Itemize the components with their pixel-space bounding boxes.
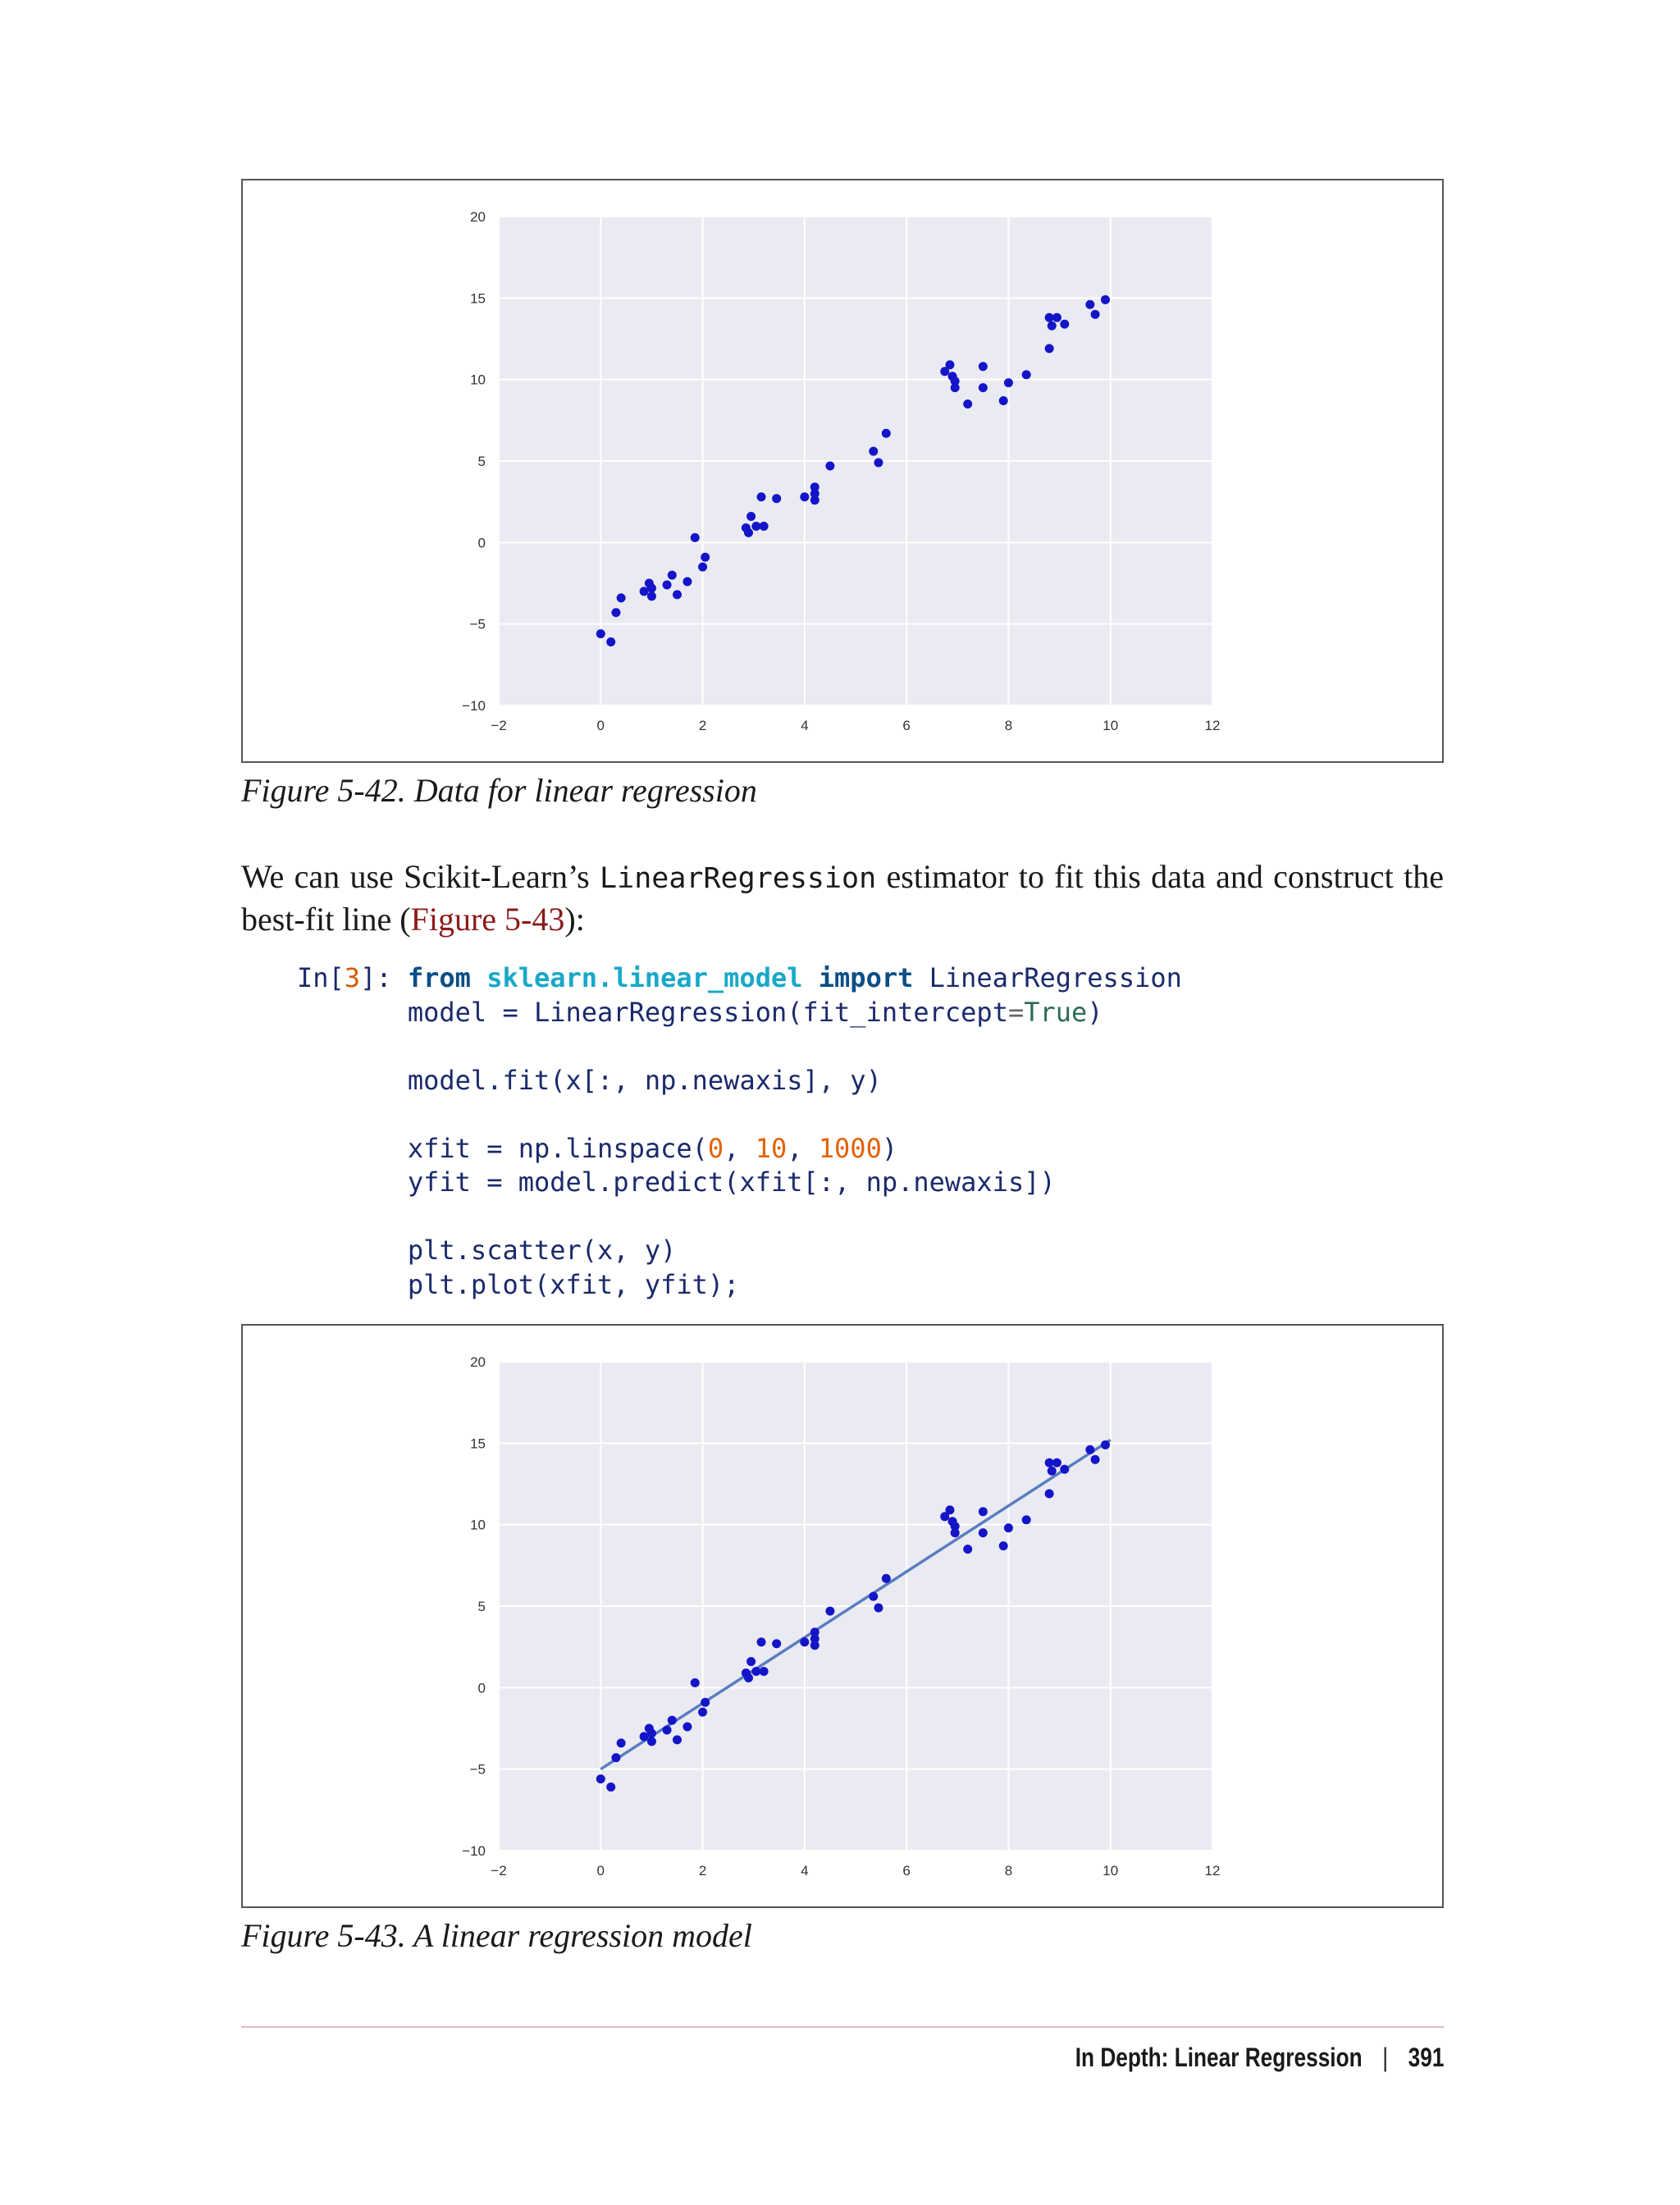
data-point — [772, 494, 781, 503]
data-point — [882, 429, 891, 438]
y-tick-label: 10 — [470, 372, 486, 388]
data-point — [647, 583, 656, 592]
y-tick-label: 15 — [470, 1436, 486, 1452]
y-tick-label: −5 — [469, 1761, 486, 1778]
code-line: model.fit(x[:, np.newaxis], y) — [407, 1064, 882, 1096]
x-tick-label: 2 — [698, 718, 707, 733]
code-number: 10 — [755, 1132, 788, 1164]
x-tick-label: −2 — [491, 718, 507, 733]
data-point — [647, 1737, 656, 1746]
data-point — [596, 1774, 605, 1783]
data-point — [1048, 1467, 1057, 1476]
data-point — [810, 495, 819, 504]
x-tick-label: 12 — [1204, 1863, 1221, 1879]
data-point — [1085, 1445, 1094, 1454]
code-keyword: from — [407, 962, 471, 993]
y-tick-label: 0 — [477, 535, 486, 551]
x-tick-label: 8 — [1004, 718, 1013, 733]
data-point — [647, 591, 656, 600]
x-tick-label: 4 — [801, 1863, 809, 1879]
paragraph-text: estimator to fit this data and construct the best-fit line ( — [241, 858, 1444, 938]
data-point — [825, 1606, 834, 1615]
data-point — [810, 1641, 819, 1650]
section-title: In Depth: Linear Regression — [1075, 2043, 1363, 2072]
data-point — [1048, 322, 1057, 331]
x-tick-label: 4 — [801, 718, 809, 733]
figure-caption: Figure 5-43. A linear regression model — [241, 1917, 752, 1954]
data-point — [772, 1639, 781, 1648]
data-point — [1022, 370, 1031, 379]
code-line: xfit = np.linspace( — [407, 1132, 708, 1164]
data-point — [1085, 300, 1094, 309]
y-tick-label: −10 — [462, 698, 486, 714]
data-point — [1022, 1515, 1031, 1524]
y-tick-label: 10 — [470, 1517, 486, 1533]
code-identifier: LinearRegression — [929, 962, 1182, 993]
figure-link[interactable]: Figure 5-43 — [410, 901, 565, 938]
data-point — [945, 1505, 954, 1514]
data-point — [963, 1545, 972, 1554]
data-point — [1004, 1523, 1013, 1532]
code-line: ) — [1087, 996, 1103, 1028]
data-point — [1052, 313, 1061, 322]
data-point — [999, 396, 1008, 405]
regression-plot — [243, 1326, 1442, 1906]
figure-5-43 — [241, 1324, 1444, 1908]
page-number: 391 — [1408, 2043, 1444, 2072]
data-point — [1045, 1489, 1054, 1498]
data-point — [1060, 1465, 1069, 1474]
code-line: , — [787, 1132, 819, 1164]
data-point — [673, 590, 682, 599]
data-point — [874, 1603, 883, 1612]
x-tick-label: 10 — [1102, 1863, 1119, 1879]
code-constant: True — [1024, 996, 1088, 1028]
figure-caption: Figure 5-42. Data for linear regression — [241, 772, 757, 809]
data-point — [647, 1728, 656, 1737]
data-point — [1060, 320, 1069, 329]
code-line: model = LinearRegression(fit_intercept — [407, 996, 1008, 1028]
cell-prompt-number: 3 — [344, 962, 361, 993]
data-point — [979, 1507, 988, 1516]
data-point — [691, 1678, 700, 1687]
footer-rule — [241, 2026, 1444, 2028]
code-keyword: import — [818, 962, 914, 993]
data-point — [744, 528, 753, 537]
data-point — [757, 1637, 766, 1646]
data-point — [760, 522, 769, 531]
code-module: sklearn.linear_model — [486, 962, 803, 993]
data-point — [617, 593, 626, 602]
data-point — [1045, 344, 1054, 353]
inline-code: LinearRegression — [600, 862, 877, 895]
y-tick-label: 5 — [477, 1599, 486, 1614]
code-line: plt.plot(xfit, yfit); — [407, 1268, 740, 1300]
data-point — [668, 1716, 677, 1725]
data-point — [800, 1637, 809, 1646]
data-point — [746, 512, 756, 521]
code-operator: = — [1007, 996, 1025, 1028]
paragraph-text: We can use Scikit-Learn’s — [241, 858, 600, 895]
data-point — [617, 1738, 626, 1747]
code-line: plt.scatter(x, y) — [407, 1235, 677, 1266]
data-point — [606, 1783, 615, 1792]
data-point — [673, 1735, 682, 1744]
data-point — [979, 362, 988, 371]
data-point — [698, 1708, 707, 1717]
x-tick-label: −2 — [491, 1863, 507, 1879]
data-point — [869, 1592, 878, 1601]
data-point — [691, 533, 700, 542]
data-point — [999, 1541, 1008, 1550]
data-point — [682, 578, 692, 587]
data-point — [1052, 1459, 1061, 1468]
data-point — [963, 399, 972, 409]
code-line: yfit = model.predict(xfit[:, np.newaxis]) — [407, 1166, 1056, 1198]
data-point — [951, 383, 960, 392]
data-point — [760, 1667, 769, 1676]
data-point — [979, 383, 988, 392]
data-point — [979, 1528, 988, 1537]
data-point — [744, 1673, 753, 1682]
code-line: , — [724, 1132, 756, 1164]
data-point — [611, 608, 620, 617]
data-point — [1101, 295, 1110, 304]
figure-5-42 — [241, 179, 1444, 763]
data-point — [606, 637, 615, 646]
y-tick-label: 15 — [470, 290, 486, 307]
cell-prompt: In[ — [297, 962, 345, 993]
x-tick-label: 8 — [1004, 1863, 1013, 1879]
footer-separator: | — [1381, 2043, 1388, 2072]
code-number: 0 — [707, 1132, 724, 1164]
data-point — [746, 1657, 756, 1666]
y-tick-label: 20 — [470, 209, 486, 225]
data-point — [945, 360, 954, 369]
data-point — [874, 458, 883, 467]
data-point — [869, 447, 878, 456]
x-tick-label: 2 — [698, 1863, 707, 1879]
x-tick-label: 10 — [1102, 718, 1119, 733]
data-point — [757, 492, 766, 501]
data-point — [1091, 310, 1100, 319]
data-point — [800, 492, 809, 501]
data-point — [1101, 1440, 1110, 1449]
data-point — [596, 629, 605, 638]
x-tick-label: 6 — [902, 1863, 911, 1879]
data-point — [1004, 378, 1013, 387]
body-paragraph — [241, 856, 1444, 940]
y-tick-label: −5 — [469, 616, 486, 632]
x-tick-label: 12 — [1204, 718, 1221, 733]
code-line: ) — [881, 1132, 898, 1164]
data-point — [701, 1698, 710, 1707]
data-point — [1091, 1455, 1100, 1464]
data-point — [611, 1753, 620, 1762]
y-tick-label: 5 — [477, 454, 486, 469]
data-point — [882, 1574, 891, 1583]
data-point — [663, 1725, 672, 1734]
data-point — [668, 571, 677, 580]
code-number: 1000 — [818, 1132, 882, 1164]
data-point — [698, 563, 707, 572]
page-footer — [1075, 2043, 1444, 2073]
scatter-plot — [243, 180, 1442, 761]
cell-prompt-end: ]: — [360, 962, 408, 993]
data-point — [682, 1723, 692, 1732]
x-tick-label: 0 — [596, 1863, 605, 1879]
data-point — [663, 580, 672, 589]
data-point — [701, 553, 710, 562]
y-tick-label: 0 — [477, 1680, 486, 1696]
y-tick-label: 20 — [470, 1354, 486, 1370]
data-point — [951, 1528, 960, 1537]
x-tick-label: 6 — [902, 718, 911, 733]
data-point — [825, 461, 834, 470]
code-cell — [297, 961, 1182, 1302]
y-tick-label: −10 — [462, 1843, 486, 1859]
x-tick-label: 0 — [596, 718, 605, 733]
paragraph-text: ): — [564, 901, 585, 938]
